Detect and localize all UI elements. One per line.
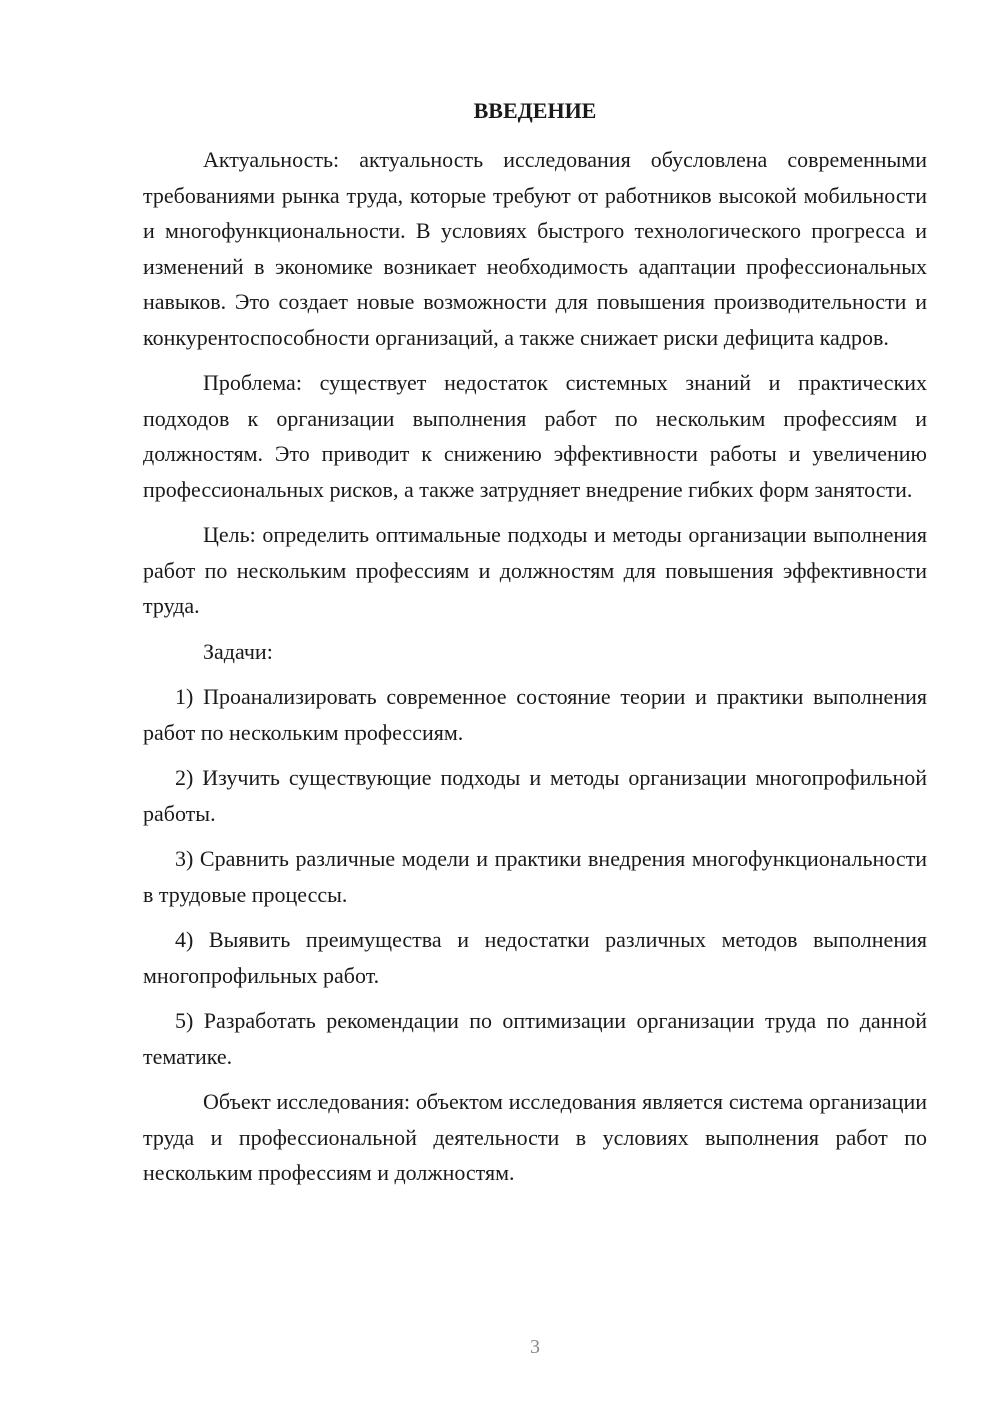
document-body [143,142,927,1201]
page-number: 3 [530,1336,540,1358]
task-item-2: 2) Изучить существующие подходы и методы организации многопрофильной работы. [143,765,927,826]
paragraph-relevance: Актуальность: актуальность исследования обусловлена современными требованиями рынка труда, которые требуют от работников высокой мобильности и многофункциональности. В условиях быстрого технологического прогресса и изменений в экономике возникает необходимость адаптации профессиональных навыков. Это создает новые возможности для повышения производительности и конкурентоспособности организаций, а также снижает риски дефицита кадров. [143,147,927,350]
paragraph-goal: Цель: определить оптимальные подходы и методы организации выполнения работ по нескольким профессиям и должностям для повышения эффективности труда. [143,522,927,618]
paragraph-tasks-heading: Задачи: [203,638,273,664]
task-item-5: 5) Разработать рекомендации по оптимизации организации труда по данной тематике. [143,1008,927,1069]
task-item-1: 1) Проанализировать современное состояние теории и практики выполнения работ по нескольким профессиям. [143,684,927,745]
task-item-4: 4) Выявить преимущества и недостатки различных методов выполнения многопрофильных работ. [143,927,927,988]
paragraph-research-object: Объект исследования: объектом исследования является система организации труда и профессиональной деятельности в условиях выполнения работ по нескольким профессиям и должностям. [143,1089,927,1185]
paragraph-problem: Проблема: существует недостаток системных знаний и практических подходов к организации выполнения работ по нескольким профессиям и должностям. Это приводит к снижению эффективности работы и увеличению профессиональных рисков, а также затрудняет внедрение гибких форм занятости. [143,370,927,502]
page-title: ВВЕДЕНИЕ [473,98,597,123]
task-item-3: 3) Сравнить различные модели и практики внедрения многофункциональности в трудовые процессы. [143,846,927,907]
